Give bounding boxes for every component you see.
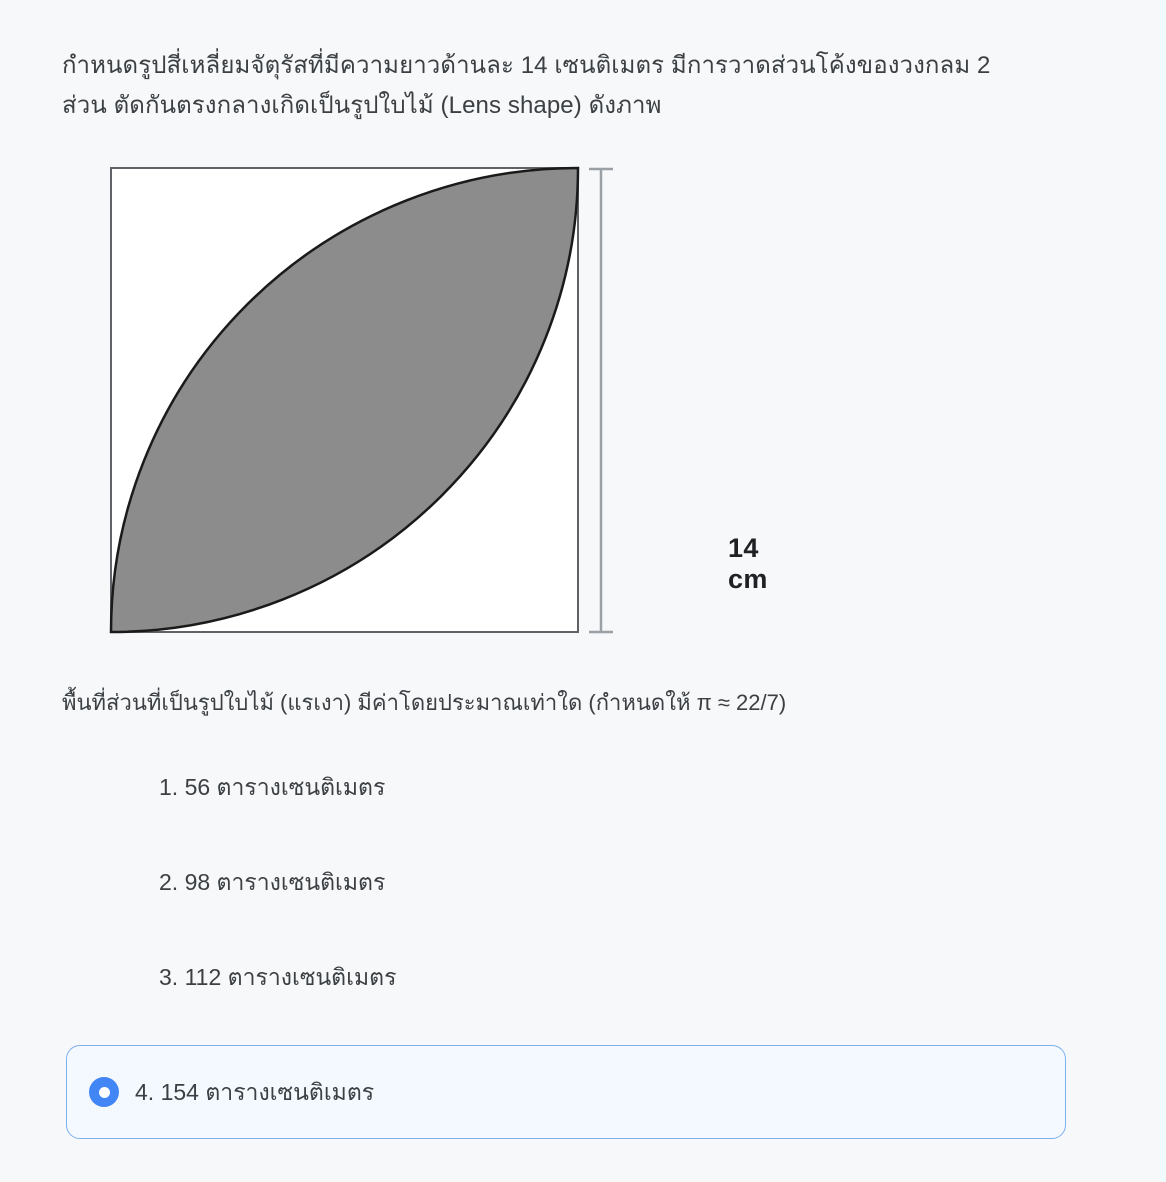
answer-choice-2-label: 2. 98 ตารางเซนติเมตร	[159, 869, 386, 895]
lens-diagram-svg	[100, 150, 760, 660]
question-prompt-line2: ส่วน ตัดกันตรงกลางเกิดเป็นรูปใบไม้ (Lens shape) ดังภาพ	[62, 92, 662, 119]
radio-icon-4-selected[interactable]	[89, 1077, 119, 1107]
answer-choice-4-label: 4. 154 ตารางเซนติเมตร	[135, 1079, 375, 1105]
radio-dot-4	[99, 1087, 110, 1098]
dimension-label: 14 cm	[728, 533, 768, 594]
answer-choice-1-label: 1. 56 ตารางเซนติเมตร	[159, 774, 386, 800]
answer-choice-4[interactable]	[66, 1045, 1066, 1139]
question-prompt	[62, 46, 1022, 126]
lens-figure	[100, 150, 768, 660]
answer-choice-3[interactable]	[66, 950, 1066, 1004]
answer-choice-3-label: 3. 112 ตารางเซนติเมตร	[159, 964, 397, 990]
answer-choice-2[interactable]	[66, 855, 1066, 909]
question-prompt-line1: กำหนดรูปสี่เหลี่ยมจัตุรัสที่มีความยาวด้านละ 14 เซนติเมตร มีการวาดส่วนโค้งของวงกลม 2	[62, 52, 991, 79]
answer-choice-1[interactable]	[66, 760, 1066, 814]
sub-question-text: พื้นที่ส่วนที่เป็นรูปใบไม้ (แรเงา) มีค่าโดยประมาณเท่าใด (กำหนดให้ π ≈ 22/7)	[62, 690, 787, 715]
answer-choice-list	[66, 760, 1066, 1139]
